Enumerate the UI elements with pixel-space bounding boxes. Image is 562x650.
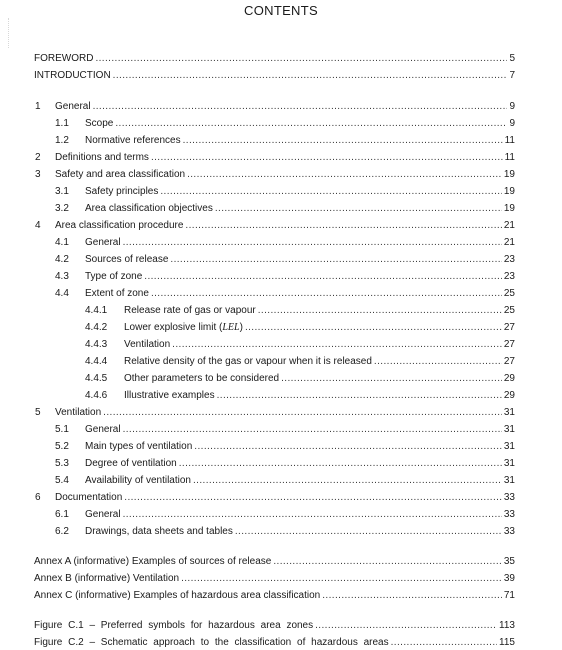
toc-page-number: 7: [509, 70, 515, 81]
toc-page-number: 9: [509, 101, 515, 112]
toc-entry-title: Release rate of gas or vapour: [124, 305, 256, 316]
toc-entry-number: 5: [35, 407, 41, 418]
toc-entry[interactable]: [0, 389, 562, 403]
toc-page-number: 29: [503, 390, 515, 401]
toc-page-number: 23: [503, 254, 515, 265]
toc-entry[interactable]: [0, 321, 562, 335]
toc-entry-title: General: [85, 424, 121, 435]
toc-entry-title: INTRODUCTION: [34, 70, 111, 81]
toc-entry-title: Documentation: [55, 492, 123, 503]
toc-page-number: 25: [503, 288, 515, 299]
toc-page-number: 33: [503, 509, 515, 520]
toc-entry-title: Main types of ventilation: [85, 441, 193, 452]
toc-leader-dots: [123, 236, 502, 250]
toc-entry[interactable]: [0, 270, 562, 284]
toc-entry[interactable]: [0, 474, 562, 488]
toc-entry-title: General: [55, 101, 91, 112]
toc-entry-number: 1.2: [55, 135, 69, 146]
toc-leader-dots: [315, 619, 497, 633]
toc-leader-dots: [193, 474, 502, 488]
toc-page-number: 33: [503, 526, 515, 537]
toc-entry-number: 4.4: [55, 288, 69, 299]
toc-page-number: 27: [503, 322, 515, 333]
toc-entry[interactable]: [0, 168, 562, 182]
toc-entry[interactable]: [0, 572, 562, 586]
toc-leader-dots: [273, 555, 502, 569]
toc-entry-title: Scope: [85, 118, 114, 129]
toc-page-number: 29: [503, 373, 515, 384]
toc-leader-dots: [170, 253, 501, 267]
toc-page-number: 31: [503, 424, 515, 435]
toc-entry-title: Figure C.2 – Schematic approach to the classification of hazardous areas: [34, 637, 389, 648]
toc-entry[interactable]: [0, 525, 562, 539]
toc-leader-dots: [235, 525, 502, 539]
toc-page-number: 115: [499, 637, 515, 648]
toc-page-number: 21: [503, 237, 515, 248]
toc-leader-dots: [123, 508, 502, 522]
toc-page-number: 31: [503, 475, 515, 486]
toc-leader-dots: [151, 151, 503, 165]
toc-entry-title: Type of zone: [85, 271, 143, 282]
toc-page-number: 19: [503, 169, 515, 180]
toc-entry-title: Extent of zone: [85, 288, 149, 299]
toc-leader-dots: [245, 321, 502, 335]
toc-entry-title: Drawings, data sheets and tables: [85, 526, 233, 537]
toc-entry-title: Availability of ventilation: [85, 475, 191, 486]
toc-entry[interactable]: [0, 253, 562, 267]
toc-page-number: 23: [503, 271, 515, 282]
toc-entry[interactable]: [0, 219, 562, 233]
toc-page-number: 31: [503, 407, 515, 418]
toc-leader-dots: [115, 117, 507, 131]
toc-entry-number: 5.3: [55, 458, 69, 469]
toc-page-number: 27: [503, 339, 515, 350]
toc-entry[interactable]: [0, 619, 562, 633]
toc-entry[interactable]: [0, 406, 562, 420]
toc-page-number: 113: [499, 620, 515, 631]
toc-entry-title: Degree of ventilation: [85, 458, 177, 469]
toc-leader-dots: [194, 440, 502, 454]
toc-entry-title: FOREWORD: [34, 53, 94, 64]
toc-page-number: 9: [509, 118, 515, 129]
margin-marks: [8, 18, 10, 48]
toc-entry[interactable]: [0, 491, 562, 505]
toc-entry-number: 1.1: [55, 118, 69, 129]
toc-entry-title: Annex A (informative) Examples of sources of release: [34, 556, 272, 567]
toc-entry-title: Ventilation: [124, 339, 171, 350]
toc-entry-title: Normative references: [85, 135, 181, 146]
toc-entry-number: 4.2: [55, 254, 69, 265]
toc-page-number: 25: [503, 305, 515, 316]
toc-leader-dots: [183, 134, 503, 148]
toc-page-number: 31: [503, 441, 515, 452]
toc-entry[interactable]: [0, 287, 562, 301]
toc-page-number: 33: [503, 492, 515, 503]
toc-entry-number: 4.4.1: [85, 305, 108, 316]
toc-entry[interactable]: [0, 304, 562, 318]
toc-entry-number: 4: [35, 220, 41, 231]
toc-entry-number: 5.1: [55, 424, 69, 435]
toc-entry-number: 5.4: [55, 475, 69, 486]
toc-entry-number: 1: [35, 101, 41, 112]
toc-entry[interactable]: [0, 372, 562, 386]
toc-entry[interactable]: [0, 117, 562, 131]
toc-page-number: 71: [503, 590, 515, 601]
toc-entry[interactable]: [0, 134, 562, 148]
toc-leader-dots: [113, 69, 508, 83]
toc-leader-dots: [144, 270, 502, 284]
toc-entry-title: Area classification procedure: [55, 220, 184, 231]
toc-entry[interactable]: [0, 338, 562, 352]
toc-entry-number: 4.1: [55, 237, 69, 248]
toc-entry-title: Ventilation: [55, 407, 102, 418]
toc-entry-title: Annex B (informative) Ventilation: [34, 573, 180, 584]
toc-page-number: 35: [503, 556, 515, 567]
toc-entry-number: 4.4.2: [85, 322, 108, 333]
toc-entry-number: 4.4.6: [85, 390, 108, 401]
toc-page-number: 39: [503, 573, 515, 584]
toc-leader-dots: [374, 355, 502, 369]
toc-leader-dots: [217, 389, 502, 403]
toc-entry[interactable]: [0, 457, 562, 471]
toc-leader-dots: [258, 304, 502, 318]
toc-page-number: 11: [504, 135, 515, 146]
toc-entry-number: 3: [35, 169, 41, 180]
toc-entry[interactable]: [0, 423, 562, 437]
toc-entry-number: 3.2: [55, 203, 69, 214]
toc-entry-number: 6.1: [55, 509, 69, 520]
toc-leader-dots: [322, 589, 502, 603]
toc-leader-dots: [181, 572, 502, 586]
toc-entry[interactable]: [0, 355, 562, 369]
toc-entry-number: 2: [35, 152, 41, 163]
toc-leader-dots: [185, 219, 501, 233]
toc-entry-title: Other parameters to be considered: [124, 373, 280, 384]
toc-entry-title: Illustrative examples: [124, 390, 215, 401]
toc-entry[interactable]: [0, 440, 562, 454]
toc-entry[interactable]: [0, 151, 562, 165]
toc-entry-title: Relative density of the gas or vapour when it is released: [124, 356, 372, 367]
toc-entry-title: Safety and area classification: [55, 169, 186, 180]
toc-leader-dots: [123, 423, 502, 437]
toc-leader-dots: [391, 636, 497, 650]
toc-entry[interactable]: [0, 185, 562, 199]
toc-entry-number: 5.2: [55, 441, 69, 452]
toc-leader-dots: [160, 185, 502, 199]
toc-entry-number: 4.4.3: [85, 339, 108, 350]
toc-leader-dots: [215, 202, 502, 216]
toc-leader-dots: [281, 372, 502, 386]
toc-leader-dots: [124, 491, 502, 505]
toc-entry-title: Area classification objectives: [85, 203, 213, 214]
toc-page-number: 5: [509, 53, 515, 64]
toc-entry[interactable]: [0, 589, 562, 603]
toc-entry[interactable]: [0, 508, 562, 522]
toc-entry-number: 4.4.5: [85, 373, 108, 384]
toc-leader-dots: [187, 168, 502, 182]
toc-entry[interactable]: [0, 236, 562, 250]
toc-leader-dots: [93, 100, 508, 114]
toc-page-number: 19: [503, 203, 515, 214]
toc-leader-dots: [151, 287, 502, 301]
toc-entry-title: Safety principles: [85, 186, 159, 197]
toc-entry[interactable]: [0, 69, 562, 83]
toc-entry-number: 6.2: [55, 526, 69, 537]
toc-entry-title: General: [85, 509, 121, 520]
toc-page-number: 11: [504, 152, 515, 163]
toc-entry-number: 3.1: [55, 186, 69, 197]
toc-entry[interactable]: [0, 202, 562, 216]
toc-entry-title: Annex C (informative) Examples of hazardous area classification: [34, 590, 321, 601]
toc-entry-title: Sources of release: [85, 254, 169, 265]
toc-entry-title: Lower explosive limit (LEL): [124, 322, 243, 333]
toc-leader-dots: [103, 406, 502, 420]
toc-entry-number: 6: [35, 492, 41, 503]
toc-entry[interactable]: [0, 52, 562, 66]
toc-entry-title: General: [85, 237, 121, 248]
toc-entry[interactable]: [0, 555, 562, 569]
toc-entry-number: 4.3: [55, 271, 69, 282]
page-title: CONTENTS: [244, 3, 318, 18]
toc-leader-dots: [95, 52, 507, 66]
toc-page-number: 19: [503, 186, 515, 197]
toc-page-number: 27: [503, 356, 515, 367]
toc-entry[interactable]: [0, 636, 562, 650]
toc-page-number: 21: [503, 220, 515, 231]
toc-entry-title: Definitions and terms: [55, 152, 149, 163]
toc-leader-dots: [179, 457, 502, 471]
toc-entry-number: 4.4.4: [85, 356, 108, 367]
toc-leader-dots: [172, 338, 502, 352]
toc-page-number: 31: [503, 458, 515, 469]
toc-entry-title: Figure C.1 – Preferred symbols for hazardous area zones: [34, 620, 314, 631]
toc-entry[interactable]: [0, 100, 562, 114]
